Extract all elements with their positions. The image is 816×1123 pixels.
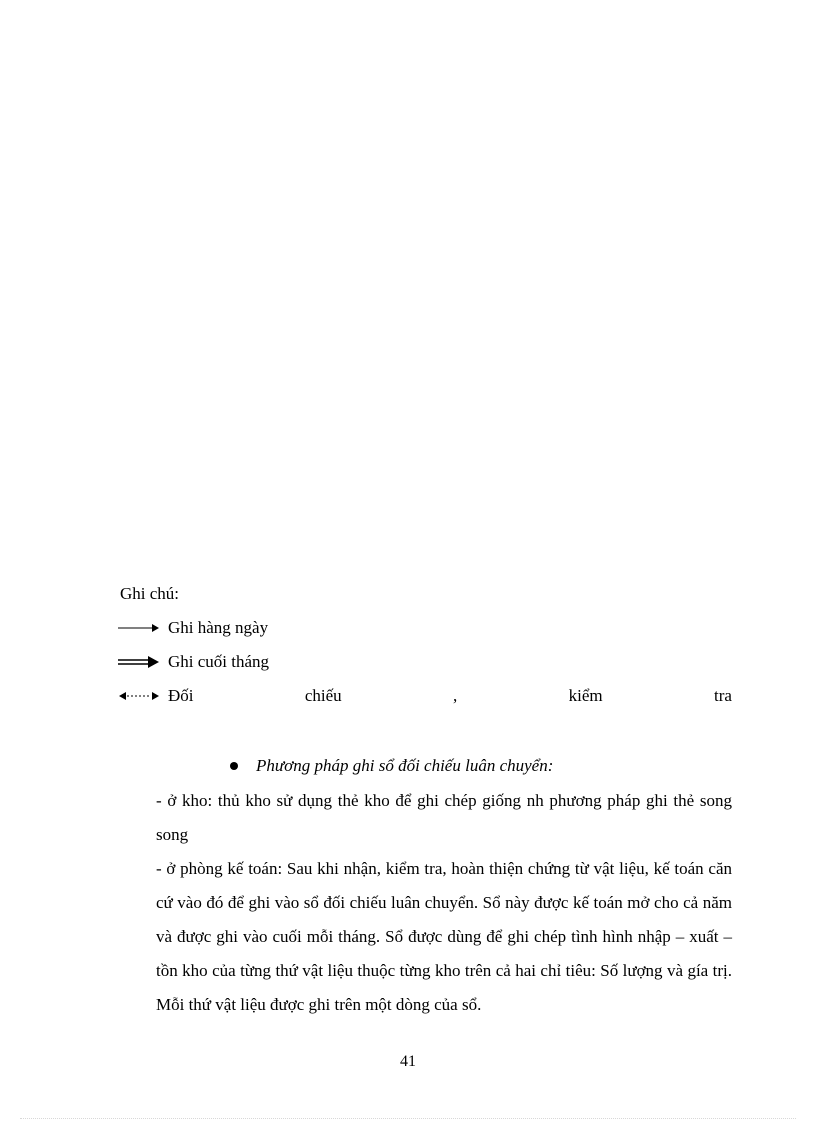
paragraph-warehouse [120, 784, 732, 852]
legend-label-daily: Ghi hàng ngày [168, 618, 269, 637]
legend-word: chiếu [304, 686, 342, 705]
paragraph-accounting-text: - ở phòng kế toán: Sau khi nhận, kiểm tra, hoàn thiện chứng từ vật liệu, kế toán căn cứ vào đó để ghi vào sổ đối chiếu luân chuyển. Sổ này được kế toán mở cho cả năm và được ghi vào cuối mỗi tháng. Sổ được dùng để ghi chép tình hình nhập – xuất – tồn kho của từng thứ vật liệu thuộc từng kho trên cả hai chỉ tiêu: Số lượng và gía trị. Mỗi thứ vật liệu được ghi trên một dòng của sổ. [156, 859, 732, 1014]
dashed-double-headed-arrow-icon [118, 689, 160, 703]
legend-word: tra [714, 686, 732, 705]
method-heading-text: Phương pháp ghi sổ đối chiếu luân chuyển: [256, 756, 554, 775]
legend-word: kiểm [568, 686, 603, 705]
thin-arrow-icon [118, 621, 160, 635]
legend-row-month-end [118, 651, 269, 673]
legend-word: , [453, 686, 458, 705]
paragraph-warehouse-text: - ở kho: thủ kho sử dụng thẻ kho để ghi chép giống nh phương pháp ghi thẻ song song [156, 791, 732, 844]
legend-row-daily [118, 617, 268, 639]
double-arrow-icon [118, 655, 160, 669]
page-number: 41 [400, 1053, 416, 1070]
method-heading [230, 756, 553, 776]
legend-label-reconcile [168, 686, 732, 706]
bullet-icon [230, 762, 238, 770]
page-bottom-divider [20, 1118, 796, 1119]
legend-word: Đối [168, 686, 194, 705]
legend-label-month-end: Ghi cuối tháng [168, 652, 270, 671]
paragraph-accounting [120, 852, 732, 1022]
legend-title: Ghi chú: [120, 584, 180, 603]
legend-row-reconcile [118, 685, 732, 707]
